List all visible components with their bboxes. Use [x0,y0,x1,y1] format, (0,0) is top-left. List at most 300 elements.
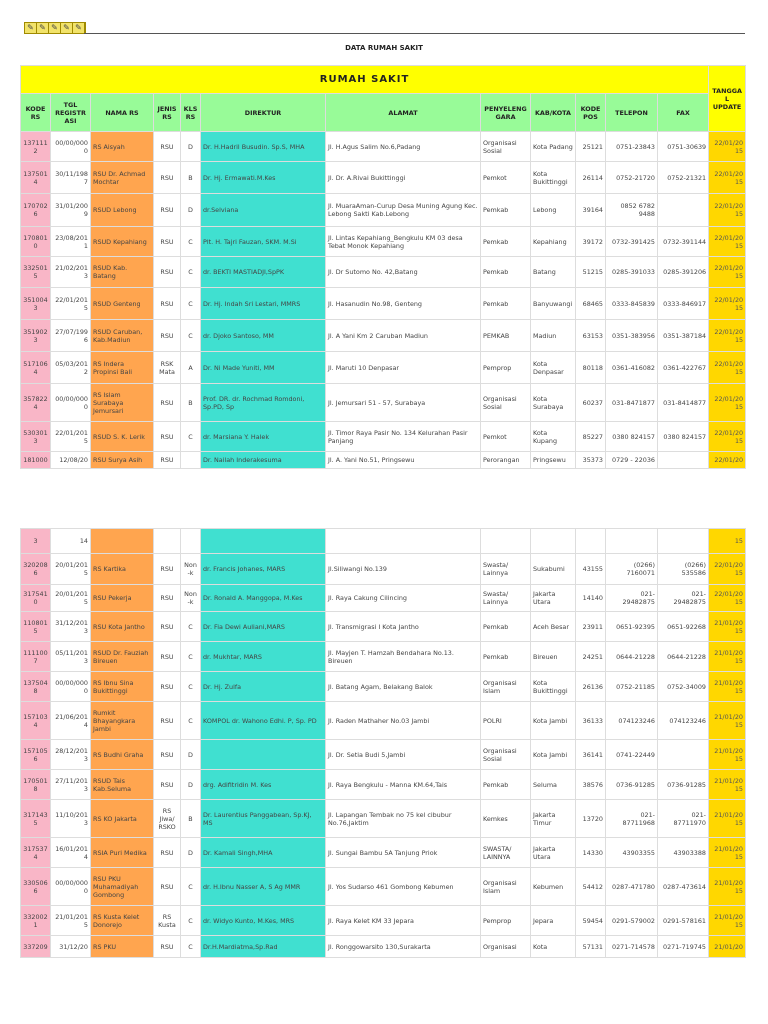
cell-fax [658,529,709,554]
cell-kode-pos: 36133 [576,702,606,740]
header-kode-pos: KODE POS [576,94,606,132]
table-row [21,529,746,554]
cell-fax: 0651-92268 [658,612,709,642]
cell-alamat: Jl. Transmigrasi I Kota Jantho [326,612,481,642]
cell-direktur: Prof. DR. dr. Rochmad Romdoni, Sp.PD, Sp [201,384,326,422]
cell-tanggal-update: 22/01/2015 [709,585,746,612]
cell-kls-rs: C [181,936,201,958]
cell-telepon: (0266) 7160071 [606,554,658,585]
cell-tgl-registrasi: 21/06/2014 [51,702,91,740]
cell-tgl-registrasi: 27/07/1996 [51,320,91,352]
cell-nama-rs: RSUD Lebong [91,194,154,227]
table-row [21,162,746,194]
document-title: DATA RUMAH SAKIT [345,44,423,52]
header-nama-rs: NAMA RS [91,94,154,132]
tool-icon[interactable]: ✎ [37,23,49,33]
cell-kab-kota: Sukabumi [531,554,576,585]
cell-kls-rs: C [181,257,201,288]
cell-kab-kota: Jepara [531,906,576,936]
cell-tgl-registrasi: 28/12/2013 [51,740,91,770]
cell-fax: 43903388 [658,838,709,868]
table-row [21,452,746,469]
cell-kab-kota: Madiun [531,320,576,352]
cell-kls-rs [181,452,201,469]
table-row [21,585,746,612]
cell-kode-rs: 3578224 [21,384,51,422]
cell-telepon: 0729 - 22036 [606,452,658,469]
cell-tanggal-update: 22/01/2015 [709,352,746,384]
cell-direktur [201,740,326,770]
cell-direktur: Dr.H.Mardiatma,Sp.Rad [201,936,326,958]
cell-nama-rs: RS Islam Surabaya Jemursari [91,384,154,422]
cell-direktur: drg. Adifitridin M. Kes [201,770,326,800]
cell-kls-rs: B [181,162,201,194]
cell-fax: 074123246 [658,702,709,740]
cell-fax: 0732-391144 [658,227,709,257]
cell-tgl-registrasi: 31/01/2009 [51,194,91,227]
cell-telepon [606,529,658,554]
tool-icon[interactable]: ✎ [73,23,85,33]
cell-fax: 0380 824157 [658,422,709,452]
cell-kls-rs: C [181,672,201,702]
cell-penyelenggara: Pemprop [481,352,531,384]
cell-kode-rs: 1705018 [21,770,51,800]
cell-tgl-registrasi: 31/12/2013 [51,612,91,642]
cell-alamat: Jl. H.Agus Salim No.6,Padang [326,132,481,162]
cell-tgl-registrasi: 30/11/1987 [51,162,91,194]
cell-penyelenggara: Pemkab [481,257,531,288]
cell-nama-rs: RSUD Kab. Batang [91,257,154,288]
cell-kls-rs: B [181,384,201,422]
cell-fax: 0271-719745 [658,936,709,958]
cell-kode-pos: 36141 [576,740,606,770]
cell-penyelenggara: Pemprop [481,906,531,936]
cell-kode-rs: 3 [21,529,51,554]
table-row [21,740,746,770]
cell-penyelenggara: Organisasi Sosial [481,384,531,422]
cell-telepon: 0752-21720 [606,162,658,194]
cell-tgl-registrasi: 31/12/20 [51,936,91,958]
cell-kode-rs: 5171064 [21,352,51,384]
divider [84,33,745,34]
cell-nama-rs: RSUD Dr. Fauziah Bireuen [91,642,154,672]
cell-kls-rs: D [181,194,201,227]
cell-tanggal-update: 21/01/2015 [709,740,746,770]
cell-tgl-registrasi: 27/11/2013 [51,770,91,800]
cell-penyelenggara: Pemkab [481,288,531,320]
cell-kode-pos: 85227 [576,422,606,452]
cell-nama-rs: RS Kartika [91,554,154,585]
cell-kode-rs: 1111007 [21,642,51,672]
cell-telepon: 0741-22449 [606,740,658,770]
cell-fax: 0361-422767 [658,352,709,384]
cell-alamat: Jl. Dr. Setia Budi 5,Jambi [326,740,481,770]
cell-tanggal-update: 22/01/2015 [709,132,746,162]
cell-kode-pos: 26136 [576,672,606,702]
cell-telepon: 0380 824157 [606,422,658,452]
cell-kode-pos: 39172 [576,227,606,257]
cell-kls-rs: A [181,352,201,384]
cell-jenis-rs: RSU [154,838,181,868]
cell-jenis-rs: RSU [154,672,181,702]
header-fax: FAX [658,94,709,132]
table-row [21,770,746,800]
header-direktur: DIREKTUR [201,94,326,132]
cell-kode-rs: 1707026 [21,194,51,227]
cell-jenis-rs: RS Jiwa/ RSKO [154,800,181,838]
cell-alamat: Jl. Ronggowarsito 130,Surakarta [326,936,481,958]
cell-tgl-registrasi: 00/00/0000 [51,868,91,906]
cell-kode-pos: 54412 [576,868,606,906]
cell-telepon: 021-29482875 [606,585,658,612]
cell-penyelenggara: Organisasi Islam [481,672,531,702]
cell-alamat: Jl. Timor Raya Pasir No. 134 Kelurahan Pasir Panjang [326,422,481,452]
cell-tgl-registrasi: 20/01/2015 [51,585,91,612]
cell-kab-kota: Jakarta Utara [531,585,576,612]
table-row [21,868,746,906]
header-penyelenggara: PENYELENGGARA [481,94,531,132]
cell-kab-kota: Kota Bukittinggi [531,672,576,702]
cell-nama-rs: RS Kusta Kelet Donorejo [91,906,154,936]
cell-alamat: Jl. Dr. A.Rivai Bukittinggi [326,162,481,194]
cell-nama-rs [91,529,154,554]
table-row [21,227,746,257]
cell-tgl-registrasi: 22/01/2015 [51,422,91,452]
table-row [21,906,746,936]
cell-alamat: Jl. Maruti 10 Denpasar [326,352,481,384]
cell-kode-pos: 39164 [576,194,606,227]
cell-kode-pos: 13720 [576,800,606,838]
cell-kab-kota: Kota Denpasar [531,352,576,384]
cell-tgl-registrasi: 20/01/2015 [51,554,91,585]
cell-kab-kota: Jakarta Utara [531,838,576,868]
table-row [21,320,746,352]
table-row [21,352,746,384]
table-row [21,936,746,958]
cell-fax: 021-29482875 [658,585,709,612]
cell-kode-pos: 26114 [576,162,606,194]
cell-tanggal-update: 21/01/2015 [709,800,746,838]
cell-telepon: 0361-416082 [606,352,658,384]
cell-kls-rs: Non-k [181,554,201,585]
cell-tgl-registrasi: 11/10/2013 [51,800,91,838]
cell-tanggal-update: 22/01/2015 [709,162,746,194]
cell-kode-rs: 3171435 [21,800,51,838]
cell-telepon: 0271-714578 [606,936,658,958]
cell-kab-kota: Kota Surabaya [531,384,576,422]
table-row [21,132,746,162]
cell-penyelenggara: Organisasi Sosial [481,740,531,770]
cell-jenis-rs: RSU [154,612,181,642]
table-row [21,612,746,642]
cell-direktur: Dr. Ronald A. Manggopa, M.Kes [201,585,326,612]
cell-jenis-rs: RSU [154,257,181,288]
cell-penyelenggara: Pemkot [481,162,531,194]
cell-jenis-rs: RSU [154,770,181,800]
cell-penyelenggara: POLRI [481,702,531,740]
cell-kode-rs: 337209 [21,936,51,958]
cell-kls-rs: C [181,702,201,740]
table-row [21,554,746,585]
cell-direktur: dr. Mukhtar, MARS [201,642,326,672]
cell-jenis-rs: RSU [154,936,181,958]
cell-telepon: 0732-391425 [606,227,658,257]
cell-jenis-rs: RSU [154,702,181,740]
cell-jenis-rs: RSU [154,422,181,452]
cell-direktur: Dr. Laurentius Panggabean, Sp.KJ, MS [201,800,326,838]
cell-kls-rs [181,529,201,554]
cell-penyelenggara: Kemkes [481,800,531,838]
cell-tanggal-update: 21/01/2015 [709,672,746,702]
cell-kls-rs: C [181,422,201,452]
cell-kode-rs: 181000 [21,452,51,469]
cell-fax [658,194,709,227]
table-row [21,800,746,838]
cell-kls-rs: C [181,868,201,906]
header-alamat: ALAMAT [326,94,481,132]
cell-kab-kota: Bireuen [531,642,576,672]
cell-tgl-registrasi: 14 [51,529,91,554]
cell-penyelenggara: Organisasi Sosial [481,132,531,162]
cell-nama-rs: RS Budhi Graha [91,740,154,770]
cell-kls-rs: Non-k [181,585,201,612]
cell-telepon: 0351-383956 [606,320,658,352]
cell-kab-kota: Lebong [531,194,576,227]
cell-kode-rs: 3175374 [21,838,51,868]
cell-tanggal-update: 21/01/2015 [709,702,746,740]
cell-alamat: Jl. Sungai Bambu 5A Tanjung Priok [326,838,481,868]
cell-jenis-rs: RSU [154,585,181,612]
cell-nama-rs: RSIA Puri Medika [91,838,154,868]
cell-jenis-rs: RSU [154,194,181,227]
cell-kode-pos: 80118 [576,352,606,384]
cell-nama-rs: RSU Kota Jantho [91,612,154,642]
cell-telepon: 0852 6782 9488 [606,194,658,227]
cell-kls-rs: D [181,740,201,770]
cell-alamat: Jl. A Yani Km 2 Caruban Madiun [326,320,481,352]
cell-direktur: Dr. Fia Dewi Auliani,MARS [201,612,326,642]
header-telepon: TELEPON [606,94,658,132]
cell-kab-kota: Kota Jambi [531,740,576,770]
cell-nama-rs: RS PKU [91,936,154,958]
toolbar [24,22,86,34]
cell-direktur: dr. Widyo Kunto, M.Kes, MRS [201,906,326,936]
cell-fax: 0751-30639 [658,132,709,162]
header-row [21,94,746,132]
cell-nama-rs: RSU Surya Asih [91,452,154,469]
cell-tgl-registrasi: 05/11/2013 [51,642,91,672]
cell-direktur: Dr. H.Hadril Busudin. Sp.S, MHA [201,132,326,162]
cell-kode-pos: 38576 [576,770,606,800]
cell-nama-rs: RSU PKU Muhamadiyah Gombong [91,868,154,906]
cell-kode-rs: 3305066 [21,868,51,906]
cell-fax: 0291-578161 [658,906,709,936]
cell-nama-rs: RS Aisyah [91,132,154,162]
cell-penyelenggara [481,529,531,554]
cell-telepon: 031-8471877 [606,384,658,422]
cell-kode-pos: 23911 [576,612,606,642]
cell-jenis-rs: RSU [154,642,181,672]
cell-jenis-rs: RSU [154,132,181,162]
cell-kab-kota: Aceh Besar [531,612,576,642]
cell-kode-pos: 25121 [576,132,606,162]
cell-nama-rs: Rumkit Bhayangkara Jambi [91,702,154,740]
cell-tanggal-update: 22/01/2015 [709,194,746,227]
cell-alamat: Jl. Mayjen T. Hamzah Bendahara No.13. Bireuen [326,642,481,672]
cell-penyelenggara: Pemkot [481,422,531,452]
cell-penyelenggara: Swasta/ Lainnya [481,585,531,612]
cell-tanggal-update: 22/01/2015 [709,384,746,422]
cell-kode-pos: 24251 [576,642,606,672]
cell-jenis-rs: RSU [154,452,181,469]
cell-tanggal-update: 15 [709,529,746,554]
cell-kab-kota: Jakarta Timur [531,800,576,838]
cell-nama-rs: RS Indera Propinsi Bali [91,352,154,384]
cell-penyelenggara: Organisasi [481,936,531,958]
cell-telepon: 0285-391033 [606,257,658,288]
cell-tanggal-update: 22/01/2015 [709,288,746,320]
cell-telepon: 0333-845839 [606,288,658,320]
cell-kls-rs: C [181,320,201,352]
cell-telepon: 021-87711968 [606,800,658,838]
cell-kode-rs: 3320021 [21,906,51,936]
cell-penyelenggara: Perorangan [481,452,531,469]
cell-alamat: Jl.Siliwangi No.139 [326,554,481,585]
cell-nama-rs: RSUD S. K. Lerik [91,422,154,452]
cell-tgl-registrasi: 16/01/2014 [51,838,91,868]
cell-tanggal-update: 21/01/2015 [709,770,746,800]
cell-nama-rs: RSU Dr. Achmad Mochtar [91,162,154,194]
cell-tanggal-update: 21/01/20 [709,936,746,958]
cell-alamat: Jl. Hasanudin No.98, Genteng [326,288,481,320]
cell-telepon: 074123246 [606,702,658,740]
cell-kab-kota: Banyuwangi [531,288,576,320]
cell-penyelenggara: Pemkab [481,194,531,227]
cell-kode-rs: 3175410 [21,585,51,612]
table-row [21,288,746,320]
cell-jenis-rs: RSK Mata [154,352,181,384]
cell-jenis-rs: RSU [154,320,181,352]
cell-direktur: Dr. Kamali Singh,MHA [201,838,326,868]
cell-kode-rs: 1108015 [21,612,51,642]
cell-kab-kota: Pringsewu [531,452,576,469]
cell-kls-rs: C [181,227,201,257]
cell-kode-pos: 57131 [576,936,606,958]
cell-kode-rs: 1375048 [21,672,51,702]
cell-fax: 0752-34009 [658,672,709,702]
table-row [21,422,746,452]
tool-icon[interactable]: ✎ [49,23,61,33]
table-title: RUMAH SAKIT [21,66,709,94]
cell-direktur: Dr. Hj. Indah Sri Lestari, MMRS [201,288,326,320]
cell-tanggal-update: 22/01/2015 [709,320,746,352]
cell-tanggal-update: 21/01/2015 [709,906,746,936]
cell-tanggal-update: 22/01/2015 [709,422,746,452]
cell-kode-pos: 35373 [576,452,606,469]
cell-telepon: 0752-21185 [606,672,658,702]
cell-nama-rs: RSUD Genteng [91,288,154,320]
cell-kode-rs: 1375014 [21,162,51,194]
cell-nama-rs: RS Ibnu Sina Bukittinggi [91,672,154,702]
cell-nama-rs: RS KO Jakarta [91,800,154,838]
cell-kab-kota: Kebumen [531,868,576,906]
cell-kab-kota: Batang [531,257,576,288]
cell-fax: (0266) 535586 [658,554,709,585]
cell-fax: 031-8414877 [658,384,709,422]
cell-fax: 0752-21321 [658,162,709,194]
cell-tgl-registrasi: 21/01/2015 [51,906,91,936]
cell-fax: 0736-91285 [658,770,709,800]
cell-kode-pos: 59454 [576,906,606,936]
cell-kode-rs: 3325015 [21,257,51,288]
cell-direktur: Plt. H. Tajri Fauzan, SKM. M.Si [201,227,326,257]
cell-kode-pos [576,529,606,554]
cell-tgl-registrasi: 05/03/2012 [51,352,91,384]
cell-kls-rs: C [181,288,201,320]
cell-kode-pos: 43155 [576,554,606,585]
cell-kls-rs: D [181,770,201,800]
cell-alamat: Jl. Dr Sutomo No. 42,Batang [326,257,481,288]
cell-kls-rs: B [181,800,201,838]
cell-kode-pos: 14140 [576,585,606,612]
cell-nama-rs: RSU Pekerja [91,585,154,612]
cell-direktur: dr. Marsiana Y. Halek [201,422,326,452]
cell-fax: 0333-846917 [658,288,709,320]
cell-fax: 0285-391206 [658,257,709,288]
cell-kode-pos: 63153 [576,320,606,352]
cell-nama-rs: RSUD Caruban, Kab.Madiun [91,320,154,352]
header-jenis-rs: JENIS RS [154,94,181,132]
cell-kls-rs: C [181,612,201,642]
cell-jenis-rs: RSU [154,868,181,906]
header-kls-rs: KLS RS [181,94,201,132]
cell-tgl-registrasi: 23/08/2011 [51,227,91,257]
cell-telepon: 0751-23843 [606,132,658,162]
cell-kode-pos: 51215 [576,257,606,288]
cell-alamat: Jl. Lintas Kepahiang_Bengkulu KM 03 desa Tebat Monok Kepahiang [326,227,481,257]
cell-direktur: Dr. Nailah Inderakesuma [201,452,326,469]
cell-kab-kota: Kota Bukittinggi [531,162,576,194]
tool-icon[interactable]: ✎ [25,23,37,33]
cell-alamat: Jl. Raya Cakung Cilincing [326,585,481,612]
cell-kls-rs: C [181,906,201,936]
cell-direktur: dr.Selviana [201,194,326,227]
cell-alamat: Jl. Raya Bengkulu - Manna KM.64,Tais [326,770,481,800]
tool-icon[interactable]: ✎ [61,23,73,33]
cell-penyelenggara: Pemkab [481,612,531,642]
cell-direktur [201,529,326,554]
cell-kode-rs: 3519023 [21,320,51,352]
cell-alamat: Jl. Batang Agam, Belakang Balok [326,672,481,702]
cell-kab-kota: Kota Jambi [531,702,576,740]
cell-direktur: dr. H.Ibnu Nasser A, S Ag MMR [201,868,326,906]
cell-fax: 0351-387184 [658,320,709,352]
cell-tanggal-update: 22/01/2015 [709,554,746,585]
cell-kls-rs: D [181,838,201,868]
cell-kode-rs: 5303013 [21,422,51,452]
cell-kab-kota: Kota Kupang [531,422,576,452]
cell-kab-kota: Seluma [531,770,576,800]
table-row [21,672,746,702]
cell-telepon: 0736-91285 [606,770,658,800]
cell-penyelenggara: PEMKAB [481,320,531,352]
cell-kode-rs: 1371112 [21,132,51,162]
cell-fax [658,452,709,469]
cell-jenis-rs: RSU [154,288,181,320]
cell-telepon: 0644-21228 [606,642,658,672]
cell-alamat: Jl. A. Yani No.51, Pringsewu [326,452,481,469]
cell-direktur: dr. Francis Johanes, MARS [201,554,326,585]
